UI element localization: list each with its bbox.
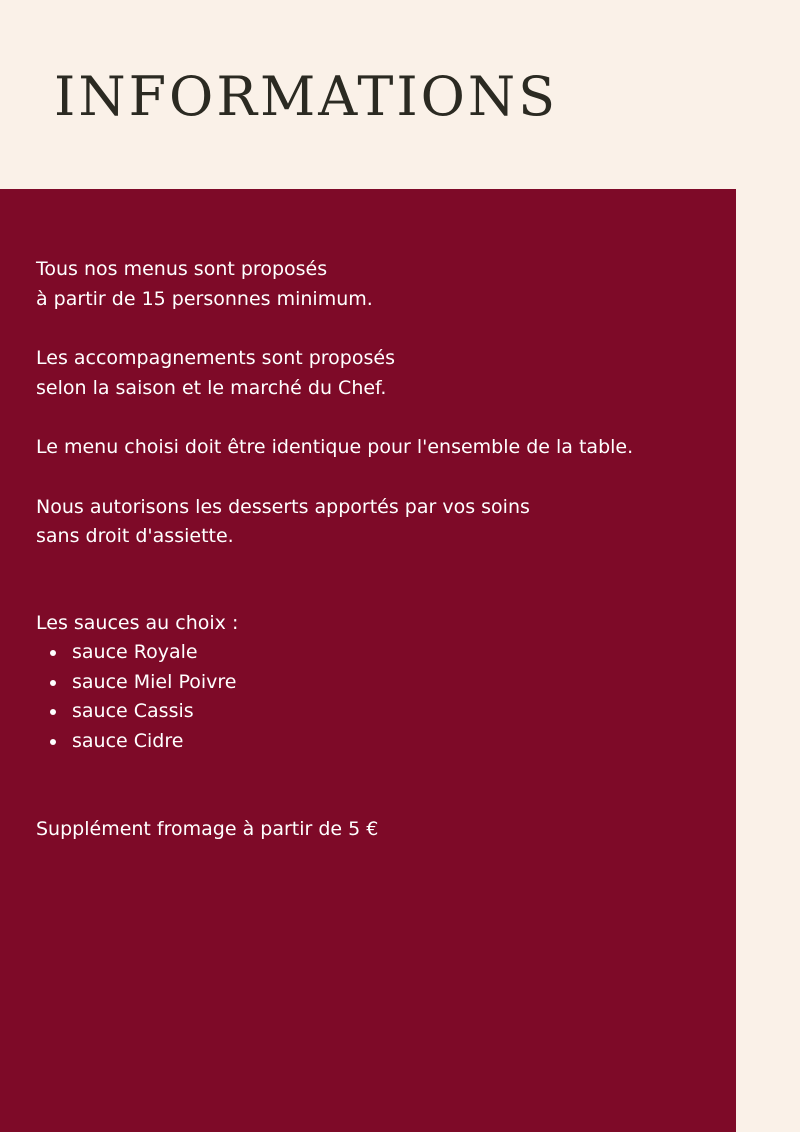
sauce-label: sauce Cidre <box>72 729 184 752</box>
info-line: Les accompagnements sont proposés <box>36 347 395 369</box>
bullet-icon <box>50 680 56 686</box>
info-line: Nous autorisons les desserts apportés par vos soins <box>36 495 530 518</box>
sauce-item <box>36 727 716 757</box>
sauce-item <box>36 638 716 668</box>
sauce-label: sauce Cassis <box>72 700 194 722</box>
sauce-label: sauce Royale <box>72 641 198 663</box>
sauces-section <box>36 609 716 757</box>
info-line: Tous nos menus sont proposés <box>36 258 328 280</box>
sauce-item <box>36 697 716 727</box>
bullet-icon <box>50 709 56 715</box>
sauces-heading: Les sauces au choix : <box>36 611 239 634</box>
info-content <box>36 255 716 845</box>
info-panel <box>0 189 736 1132</box>
info-paragraph <box>36 344 716 403</box>
info-line: selon la saison et le marché du Chef. <box>36 376 387 399</box>
page-title: INFORMATIONS <box>54 65 559 128</box>
info-paragraph <box>36 433 716 463</box>
sauce-label: sauce Miel Poivre <box>72 670 237 693</box>
info-line: à partir de 15 personnes minimum. <box>36 287 373 310</box>
info-paragraph <box>36 493 716 552</box>
supplement-text: Supplément fromage à partir de 5 € <box>36 818 379 840</box>
bullet-icon <box>50 739 56 745</box>
sauce-list <box>36 638 716 756</box>
bullet-icon <box>50 650 56 656</box>
info-line: Le menu choisi doit être identique pour l'ensemble de la table. <box>36 436 634 458</box>
info-paragraph <box>36 255 716 314</box>
sauce-item <box>36 668 716 698</box>
info-line: sans droit d'assiette. <box>36 525 234 547</box>
